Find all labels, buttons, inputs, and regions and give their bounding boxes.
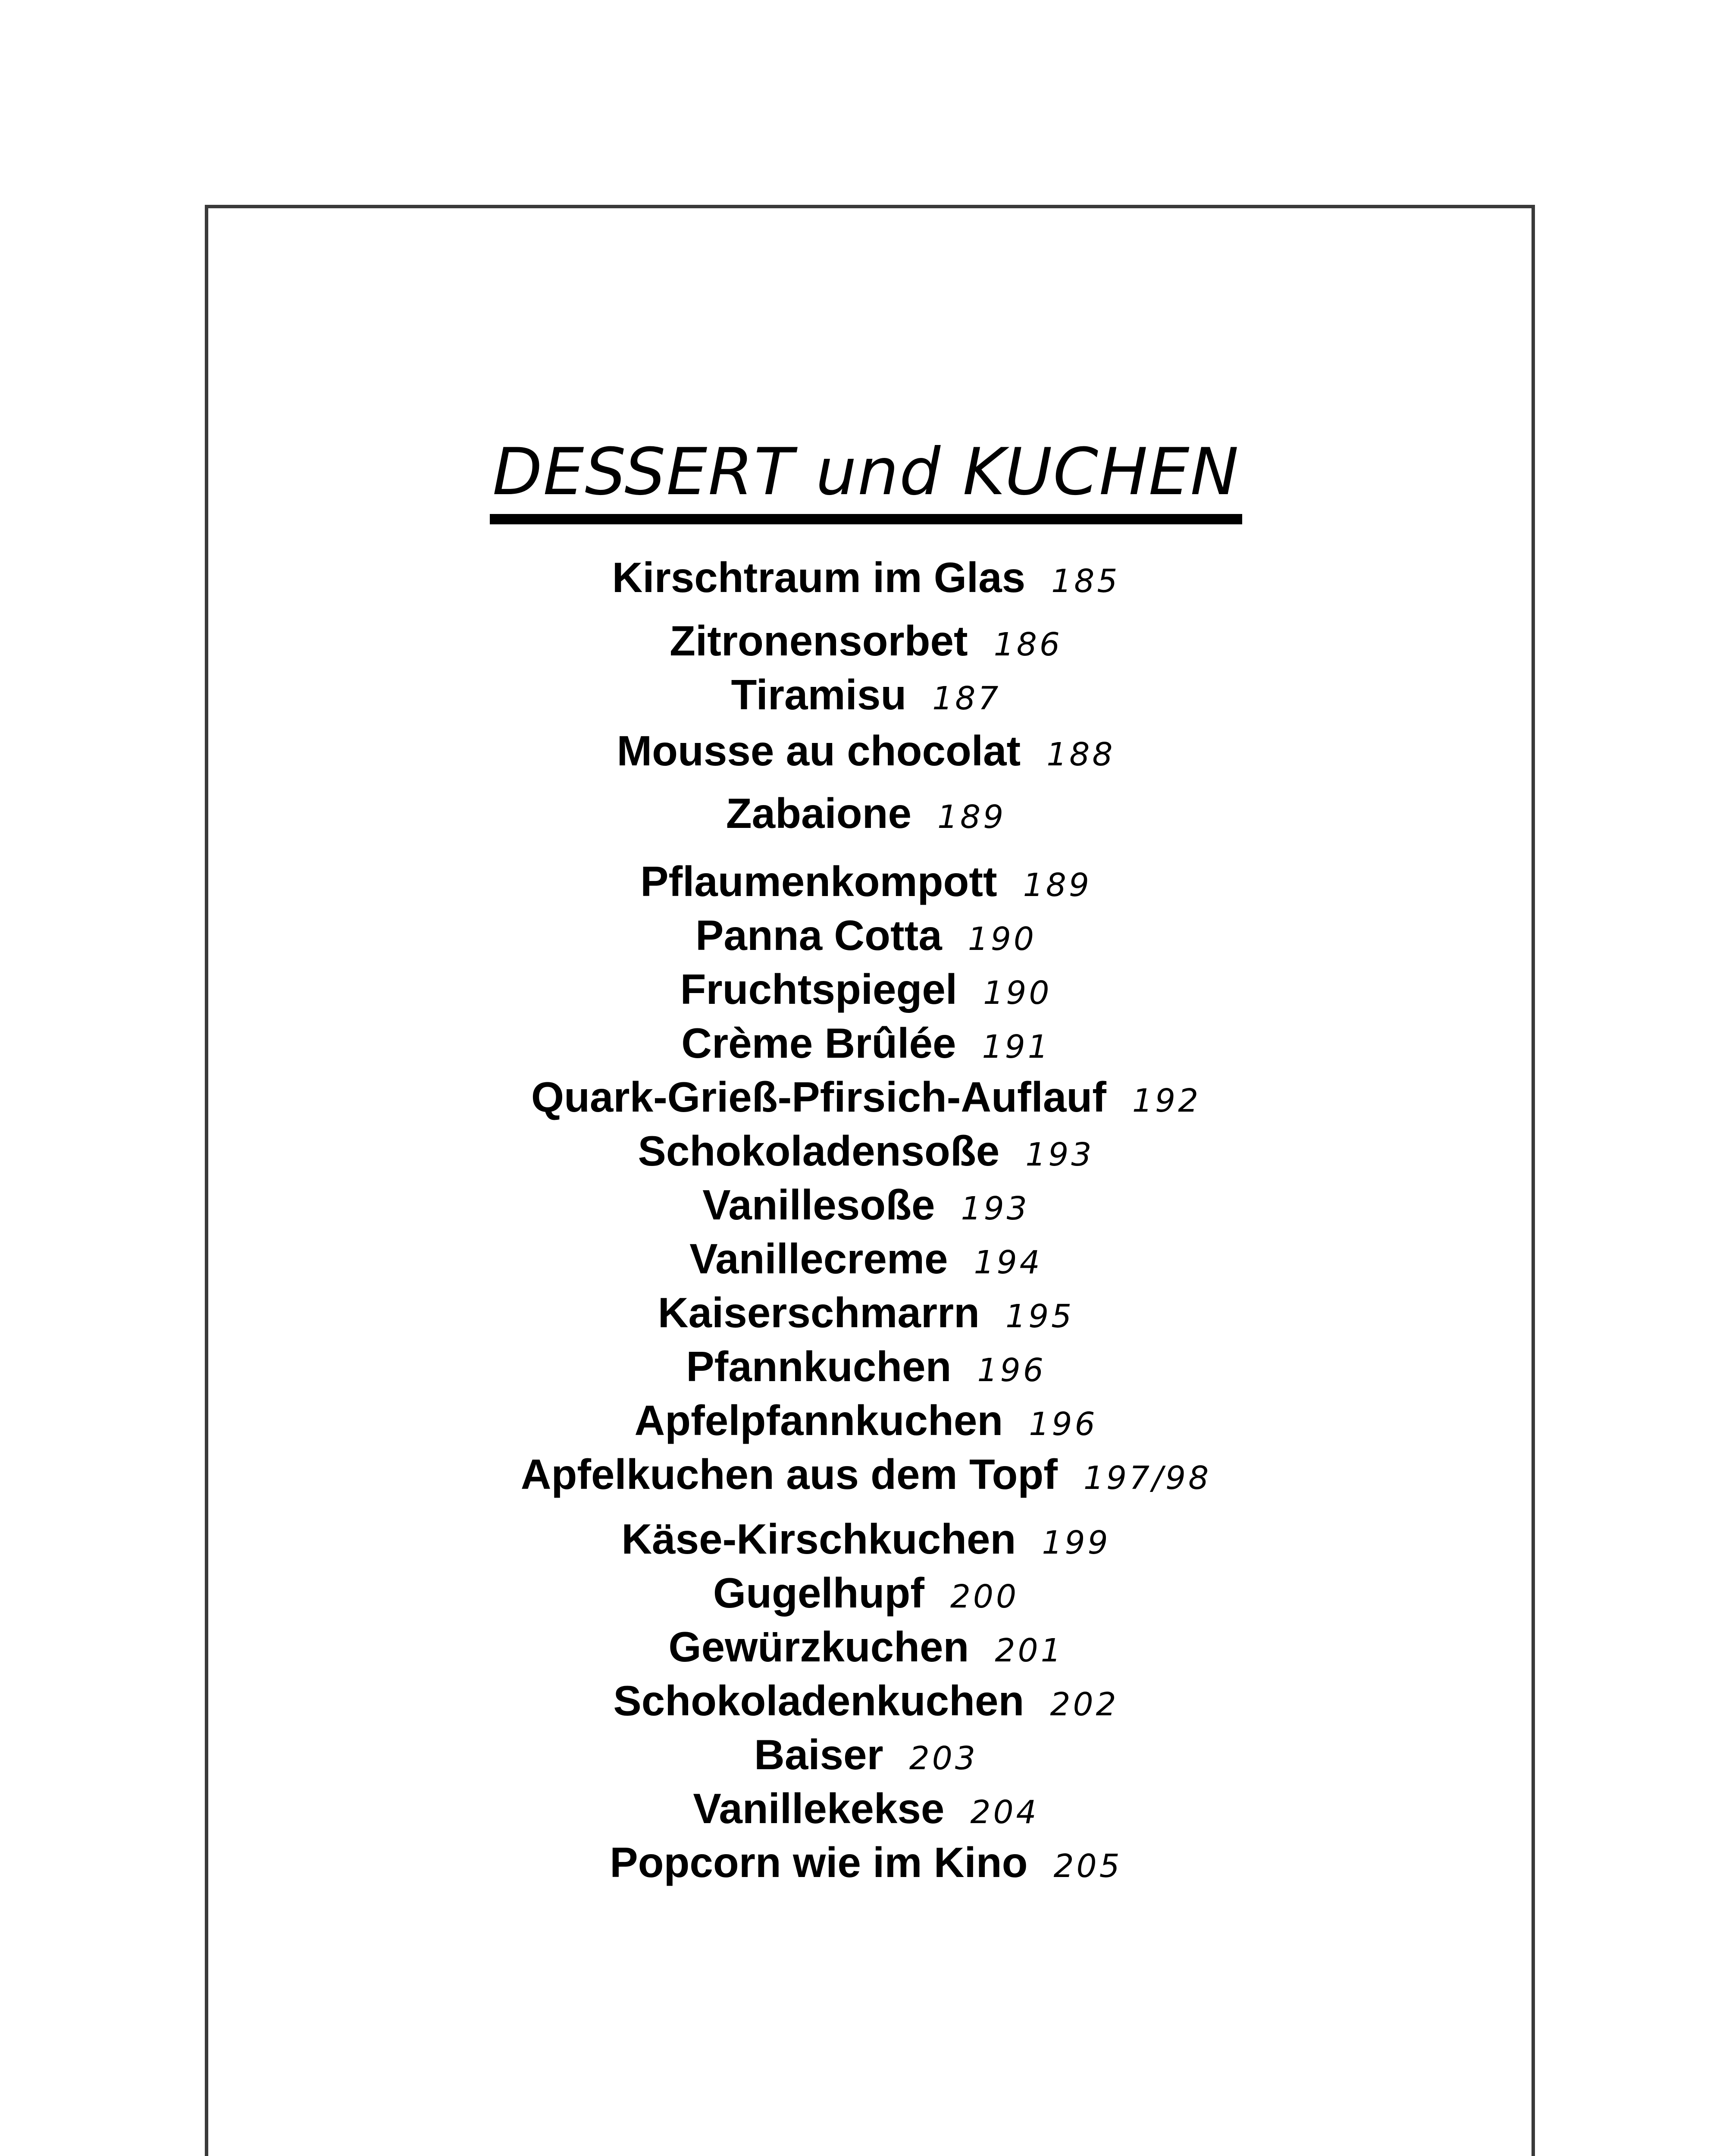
page-number: 205	[1053, 1848, 1122, 1885]
recipe-name: Vanillecreme	[689, 1235, 948, 1282]
recipe-name: Schokoladenkuchen	[613, 1677, 1024, 1724]
list-item	[0, 1839, 1732, 1886]
page-number: 191	[982, 1028, 1051, 1065]
recipe-name: Vanillekekse	[693, 1785, 945, 1832]
page-number: 190	[983, 975, 1052, 1012]
recipe-name: Popcorn wie im Kino	[610, 1839, 1028, 1886]
list-item	[0, 790, 1732, 837]
page-number: 194	[974, 1244, 1043, 1281]
page-number: 197/98	[1083, 1460, 1212, 1497]
recipe-name: Apfelpfannkuchen	[634, 1397, 1003, 1444]
page-number: 193	[1025, 1136, 1094, 1173]
list-item	[0, 965, 1732, 1013]
recipe-name: Gewürzkuchen	[668, 1623, 969, 1670]
recipe-name: Käse-Kirschkuchen	[621, 1515, 1016, 1563]
page-number: 201	[995, 1632, 1064, 1669]
recipe-name: Apfelkuchen aus dem Topf	[520, 1451, 1058, 1498]
recipe-name: Tiramisu	[731, 671, 907, 718]
page-number: 203	[909, 1740, 978, 1777]
page-number: 189	[937, 799, 1006, 836]
page-number: 196	[977, 1352, 1046, 1389]
page-number: 192	[1132, 1082, 1201, 1119]
recipe-name: Kirschtraum im Glas	[612, 554, 1026, 601]
list-item	[0, 1073, 1732, 1121]
recipe-name: Fruchtspiegel	[680, 965, 958, 1013]
page-number: 187	[932, 680, 1001, 717]
recipe-name: Vanillesoße	[702, 1181, 935, 1228]
page-number: 188	[1046, 736, 1115, 773]
recipe-name: Crème Brûlée	[681, 1019, 956, 1067]
list-item	[0, 1127, 1732, 1175]
page-number: 190	[968, 921, 1037, 958]
list-item	[0, 912, 1732, 959]
list-item	[0, 1181, 1732, 1228]
list-item	[0, 1019, 1732, 1067]
list-item	[0, 1623, 1732, 1670]
recipe-name: Schokoladensoße	[638, 1127, 1000, 1175]
list-item	[0, 727, 1732, 774]
list-item	[0, 556, 1732, 599]
recipe-name: Pfannkuchen	[686, 1343, 952, 1390]
page-number: 189	[1023, 867, 1092, 904]
recipe-name: Zitronensorbet	[670, 617, 968, 664]
list-item	[0, 671, 1732, 718]
recipe-name: Kaiserschmarrn	[658, 1289, 980, 1336]
list-item	[0, 1515, 1732, 1563]
recipe-name: Zabaione	[726, 790, 911, 837]
list-item	[0, 1235, 1732, 1282]
page-number: 186	[993, 626, 1062, 663]
recipe-name: Quark-Grieß-Pfirsich-Auflauf	[531, 1073, 1106, 1121]
list-item	[0, 860, 1732, 903]
recipe-name: Baiser	[754, 1731, 883, 1778]
list-item	[0, 1787, 1732, 1830]
recipe-name: Mousse au chocolat	[617, 727, 1021, 774]
page-number: 195	[1005, 1298, 1074, 1335]
list-item	[0, 1345, 1732, 1388]
list-item	[0, 617, 1732, 664]
page-number: 193	[961, 1190, 1030, 1227]
page-number: 199	[1042, 1524, 1111, 1561]
page-number: 185	[1051, 563, 1120, 600]
page-title: DESSERT und KUCHEN	[490, 440, 1242, 524]
list-item	[0, 1291, 1732, 1334]
list-item	[0, 1677, 1732, 1724]
list-item	[0, 1569, 1732, 1617]
recipe-name: Panna Cotta	[695, 912, 942, 959]
page-number: 202	[1050, 1686, 1119, 1723]
page-number: 204	[970, 1794, 1039, 1831]
list-item	[0, 1733, 1732, 1776]
page-number: 200	[950, 1578, 1019, 1615]
page-number: 196	[1029, 1406, 1098, 1443]
title-container	[0, 435, 1732, 524]
recipe-name: Pflaumenkompott	[640, 858, 997, 905]
list-item	[0, 1399, 1732, 1442]
recipe-name: Gugelhupf	[713, 1569, 924, 1617]
list-item	[0, 1451, 1732, 1498]
